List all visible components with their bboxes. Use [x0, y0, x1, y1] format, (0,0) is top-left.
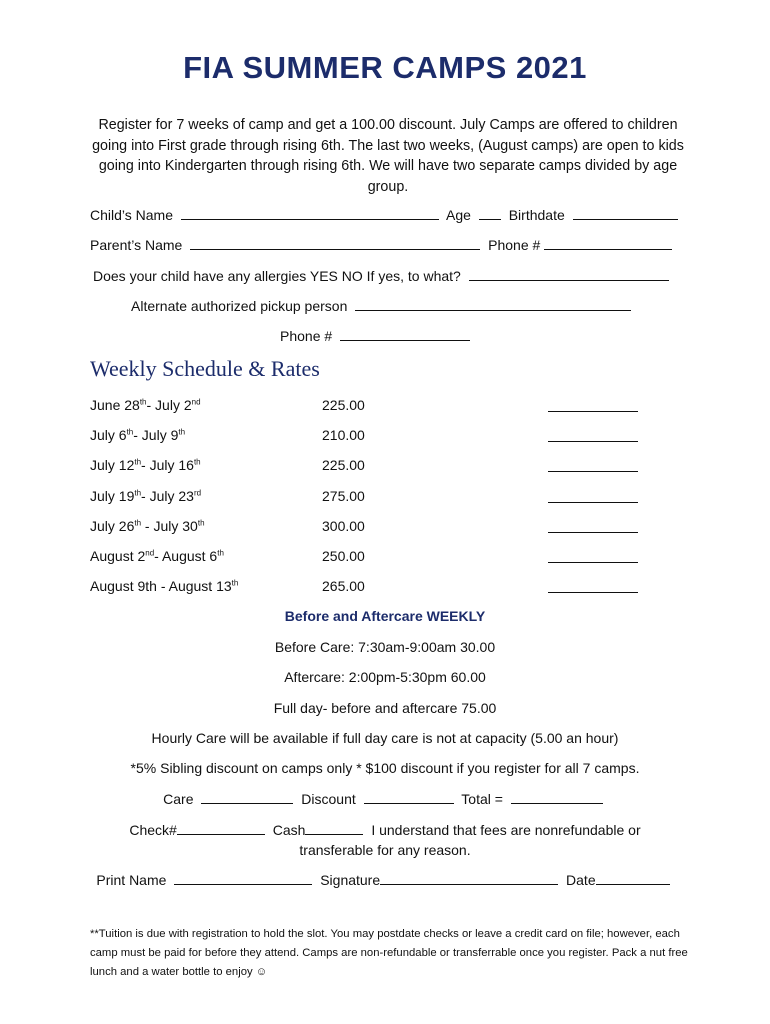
date-suffix: th	[139, 397, 147, 407]
phone-field[interactable]	[544, 236, 672, 250]
birthdate-field[interactable]	[573, 206, 678, 220]
schedule-row-price: 225.00	[322, 457, 365, 473]
alt-pickup-row	[131, 297, 635, 314]
date-text: - July 16	[141, 457, 194, 473]
date-text: - July 9	[133, 427, 179, 443]
schedule-row-dates	[90, 397, 201, 413]
child-info-row	[90, 206, 682, 223]
date-text: - July 30	[141, 518, 198, 534]
schedule-row-dates	[90, 548, 224, 564]
alt-phone-field[interactable]	[340, 327, 470, 341]
intro-paragraph: Register for 7 weeks of camp and get a 100.00 discount. July Camps are offered to children going into First grade through rising 6th. The last two weeks, (August camps) are open to kids going into Kindergarten through rising 6th. We will have two separate camps divided by age group.	[92, 117, 684, 195]
schedule-row-price: 275.00	[322, 488, 365, 504]
schedule-row-selection-field[interactable]	[548, 532, 638, 533]
aftercare: Aftercare: 2:00pm-5:30pm 60.00	[284, 669, 486, 685]
schedule-row-price: 225.00	[322, 397, 365, 413]
alt-phone-row	[280, 327, 474, 344]
schedule-row-price: 250.00	[322, 548, 365, 564]
schedule-row-selection-field[interactable]	[548, 471, 638, 472]
full-day: Full day- before and aftercare 75.00	[273, 700, 497, 716]
alt-phone-label: Phone #	[280, 328, 333, 344]
check-label: Check#	[129, 822, 177, 838]
date-label: Date	[566, 872, 596, 888]
schedule-row-price: 265.00	[322, 578, 365, 594]
date-text: July 6	[90, 427, 127, 443]
schedule-row-selection-field[interactable]	[548, 592, 638, 593]
date-text: July 26	[90, 518, 135, 534]
schedule-row-dates	[90, 518, 205, 534]
schedule-row-dates	[90, 578, 238, 594]
child-name-field[interactable]	[181, 206, 439, 220]
discount-note: *5% Sibling discount on camps only * $100 discount if you register for all 7 camps.	[130, 760, 640, 776]
totals-row	[0, 790, 770, 807]
before-care: Before Care: 7:30am-9:00am 30.00	[274, 639, 496, 655]
schedule-row-selection-field[interactable]	[548, 411, 638, 412]
payment-row	[0, 821, 770, 838]
understand-text: I understand that fees are nonrefundable or	[371, 822, 641, 838]
date-text: - August 6	[154, 548, 218, 564]
schedule-heading: Weekly Schedule & Rates	[90, 356, 320, 381]
date-suffix: th	[197, 518, 205, 528]
date-suffix: rd	[193, 488, 202, 498]
signature-field[interactable]	[380, 871, 558, 885]
date-suffix: th	[126, 427, 134, 437]
care-heading: Before and Aftercare WEEKLY	[284, 608, 486, 624]
age-field[interactable]	[479, 206, 501, 220]
date-suffix: th	[193, 457, 201, 467]
date-text: August 9th - August 13	[90, 578, 232, 594]
check-field[interactable]	[177, 821, 265, 835]
cash-field[interactable]	[305, 821, 363, 835]
parent-name-label: Parent’s Name	[90, 237, 183, 253]
print-name-field[interactable]	[174, 871, 312, 885]
date-text: - July 23	[141, 488, 194, 504]
alt-pickup-label: Alternate authorized pickup person	[131, 298, 348, 314]
date-suffix: nd	[145, 548, 155, 558]
schedule-row-price: 300.00	[322, 518, 365, 534]
cash-label: Cash	[272, 822, 306, 838]
care-label: Care	[163, 791, 194, 807]
date-field[interactable]	[596, 871, 670, 885]
date-suffix: th	[217, 548, 224, 558]
date-suffix: nd	[191, 397, 201, 407]
schedule-row-dates	[90, 488, 201, 504]
schedule-row-dates	[90, 457, 201, 473]
date-suffix: th	[134, 518, 142, 528]
date-suffix: th	[231, 578, 239, 588]
allergies-row	[93, 267, 673, 284]
date-text: July 12	[90, 457, 135, 473]
birthdate-label: Birthdate	[508, 207, 565, 223]
discount-label: Discount	[301, 791, 356, 807]
date-text: - July 2	[146, 397, 192, 413]
total-field[interactable]	[511, 790, 603, 804]
schedule-row-selection-field[interactable]	[548, 562, 638, 563]
date-suffix: th	[178, 427, 186, 437]
phone-label: Phone #	[488, 237, 541, 253]
discount-field[interactable]	[364, 790, 454, 804]
footer-note: **Tuition is due with registration to hold the slot. You may postdate checks or leave a credit card on file; however, each camp must be paid for before they attend. Camps are non-refundable or transferrable once you register. Pack a nut free lunch and a water bottle to enjoy ☺	[90, 928, 688, 978]
hourly-care: Hourly Care will be available if full day care is not at capacity (5.00 an hour)	[151, 730, 619, 746]
signature-row	[0, 871, 770, 888]
allergies-label: Does your child have any allergies YES NO If yes, to what?	[93, 268, 461, 284]
transferable-text: transferable for any reason.	[299, 842, 471, 858]
schedule-row-selection-field[interactable]	[548, 441, 638, 442]
date-text: June 28	[90, 397, 140, 413]
allergies-field[interactable]	[469, 267, 669, 281]
parent-info-row	[90, 236, 676, 253]
date-text: July 19	[90, 488, 135, 504]
schedule-row-price: 210.00	[322, 427, 365, 443]
child-name-label: Child’s Name	[90, 207, 173, 223]
total-label: Total =	[461, 791, 503, 807]
date-text: August 2	[90, 548, 146, 564]
schedule-row-selection-field[interactable]	[548, 502, 638, 503]
alt-pickup-field[interactable]	[355, 297, 631, 311]
schedule-row-dates	[90, 427, 185, 443]
date-suffix: th	[134, 488, 142, 498]
care-field[interactable]	[201, 790, 293, 804]
print-name-label: Print Name	[96, 872, 167, 888]
age-label: Age	[446, 207, 471, 223]
signature-label: Signature	[320, 872, 381, 888]
parent-name-field[interactable]	[190, 236, 480, 250]
date-suffix: th	[134, 457, 142, 467]
page-title: FIA SUMMER CAMPS 2021	[183, 50, 587, 85]
